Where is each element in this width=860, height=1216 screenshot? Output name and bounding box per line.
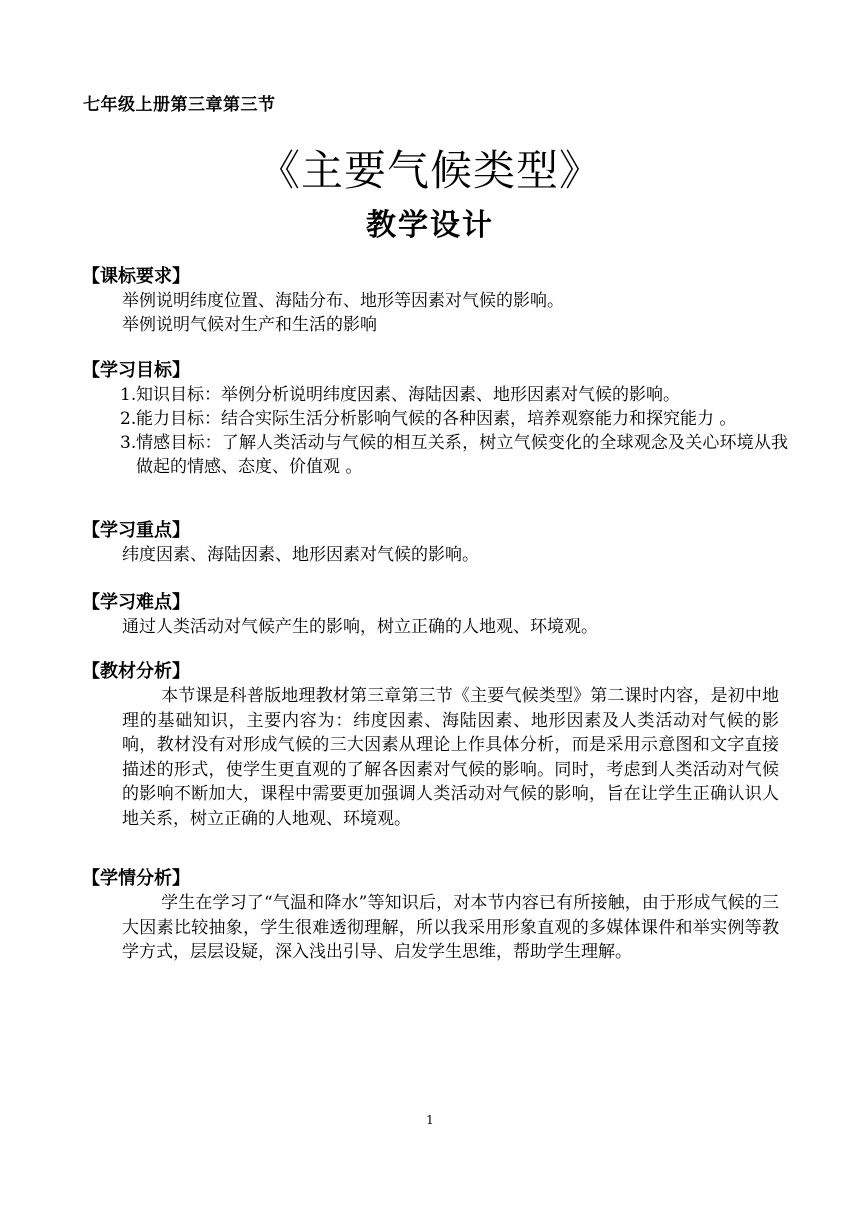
section-heading: 【课标要求】 (82, 266, 190, 287)
section-heading: 【教材分析】 (82, 661, 190, 682)
list-item (120, 383, 788, 407)
list-number: 1. (120, 385, 137, 405)
section-goals (82, 359, 788, 479)
list-item (120, 407, 788, 431)
page-number: 1 (426, 1113, 434, 1127)
document-title: 《主要气候类型》 (257, 146, 602, 195)
section-heading: 【学习目标】 (82, 360, 190, 381)
section-key-points (82, 519, 788, 567)
section-heading: 【学习重点】 (82, 520, 190, 541)
standard-line: 举例说明气候对生产和生活的影响 (122, 315, 377, 335)
list-item (120, 431, 788, 479)
list-text: 知识目标：举例分析说明纬度因素、海陆因素、地形因素对气候的影响。 (136, 385, 680, 405)
student-analysis-text: 学生在学习了“气温和降水”等知识后，对本节内容已有所接触，由于形成气候的三大因素比较抽象，学生很难透彻理解，所以我采用形象直观的多媒体课件和举实例等教学方式，层层设疑，深入浅出引导、启发学生思维，帮助学生理解。 (122, 893, 779, 962)
section-heading: 【学情分析】 (82, 868, 190, 889)
list-number: 3. (120, 433, 137, 453)
list-text: 能力目标：结合实际生活分析影响气候的各种因素，培养观察能力和探究能力 。 (136, 409, 737, 429)
section-textbook-analysis (82, 660, 788, 831)
section-student-analysis (82, 867, 788, 965)
list-text: 情感目标：了解人类活动与气候的相互关系，树立气候变化的全球观念及关心环境从我做起的情感、态度、价值观 。 (136, 433, 788, 477)
goals-list (88, 383, 788, 479)
section-standards (82, 265, 788, 337)
document-subtitle: 教学设计 (366, 208, 494, 243)
textbook-analysis-text: 本节课是科普版地理教材第三章第三节《主要气候类型》第二课时内容，是初中地理的基础知识，主要内容为：纬度因素、海陆因素、地形因素及人类活动对气候的影响，教材没有对形成气候的三大因素从理论上作具体分析，而是采用示意图和文字直接描述的形式，使学生更直观的了解各因素对气候的影响。同时，考虑到人类活动对气候的影响不断加大，课程中需要更加强调人类活动对气候的影响，旨在让学生正确认识人地关系，树立正确的人地观、环境观。 (122, 686, 779, 829)
section-difficulties (82, 591, 788, 639)
key-points-text: 纬度因素、海陆因素、地形因素对气候的影响。 (122, 545, 479, 565)
chapter-label: 七年级上册第三章第三节 (83, 95, 276, 115)
standard-line: 举例说明纬度位置、海陆分布、地形等因素对气候的影响。 (122, 291, 564, 311)
difficulties-text: 通过人类活动对气候产生的影响，树立正确的人地观、环境观。 (122, 617, 598, 637)
list-number: 2. (120, 409, 137, 429)
section-heading: 【学习难点】 (82, 592, 190, 613)
